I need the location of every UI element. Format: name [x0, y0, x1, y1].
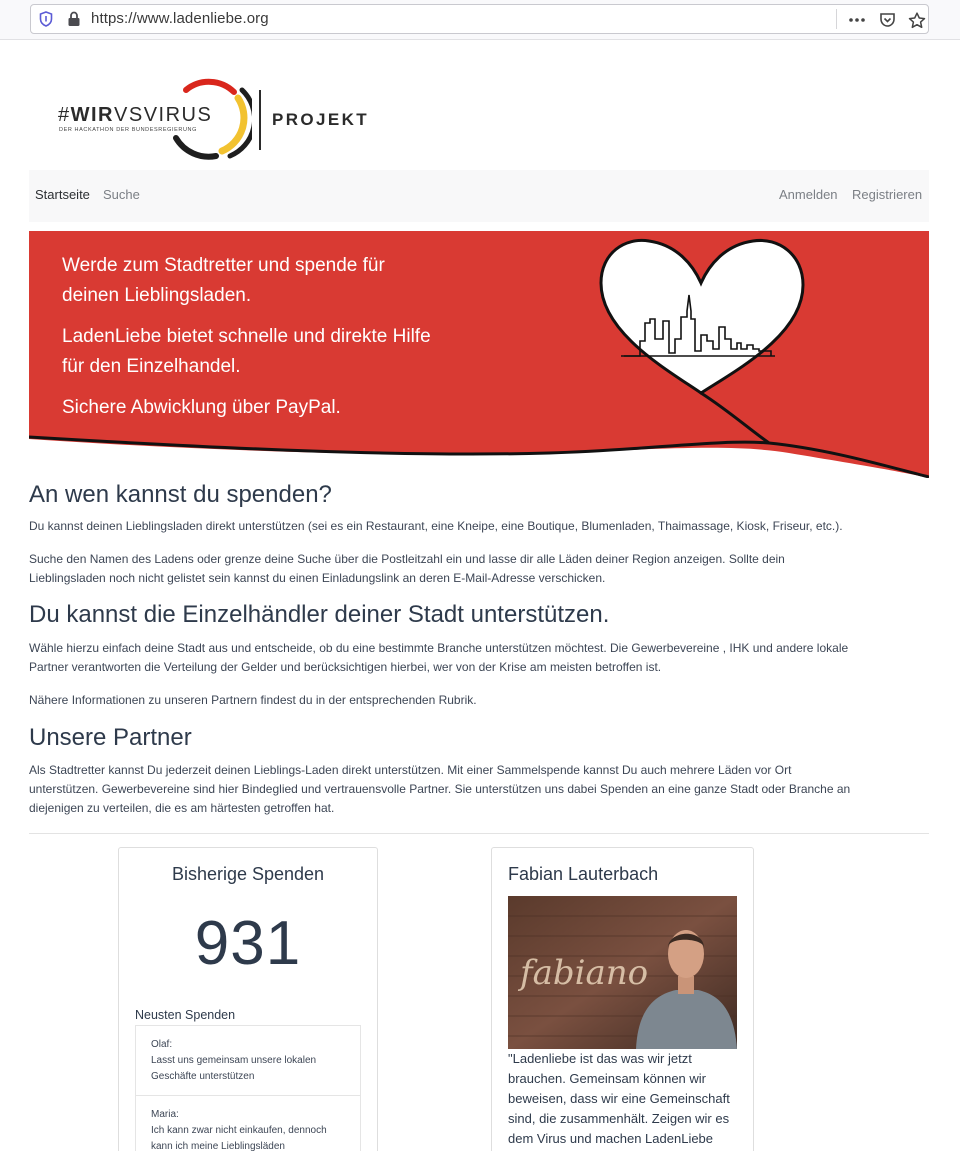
main-navbar	[29, 170, 929, 222]
section-retailers-text-2: Nähere Informationen zu unseren Partnern findest du in der entsprechenden Rubrik.	[29, 693, 477, 707]
testimonial-quote: "Ladenliebe ist das was wir jetzt brauchen. Gemeinsam können wir beweisen, dass wir eine Gemeinschaft sind, die zusammenhält. Zeigen wir es dem Virus und machen LadenLiebe	[508, 1051, 730, 1146]
logo-divider	[259, 90, 261, 150]
hero-text	[62, 251, 482, 434]
lock-icon[interactable]	[67, 11, 81, 27]
nav-search-link[interactable]: Suche	[103, 187, 140, 202]
nav-login-link[interactable]: Anmelden	[779, 187, 838, 202]
section-title-retailers: Du kannst die Einzelhändler deiner Stadt unterstützen.	[29, 601, 610, 628]
browser-toolbar	[0, 0, 960, 40]
section-retailers-text-1: Wähle hierzu einfach deine Stadt aus und entscheide, ob du eine bestimmte Branche unterstützen möchtest. Die Gewerbevereine , IHK und andere lokale Partner verantworten die Verteilung der Gelder und berücksichtigen hierbei, wer von der Krise am meisten betroffen ist.	[29, 641, 849, 674]
site-logo[interactable]	[58, 76, 378, 162]
logo-projekt-label: PROJEKT	[272, 110, 370, 129]
nav-register-link[interactable]: Registrieren	[852, 187, 923, 202]
hero-line-1: Werde zum Stadtretter und spende für deinen Lieblingsladen.	[62, 255, 385, 306]
photo-neon-sign: fabiano	[520, 953, 649, 993]
logo-ring-icon	[168, 76, 252, 160]
logo-subtitle: DER HACKATHON DER BUNDESREGIERUNG	[59, 127, 197, 133]
hero-banner	[29, 231, 929, 478]
logo-wordmark: #WIRVSVIRUS	[58, 104, 213, 126]
hero-line-3: Sichere Abwicklung über PayPal.	[62, 397, 341, 418]
section-donate-text-1: Du kannst deinen Lieblingsladen direkt unterstützen (sei es ein Restaurant, eine Kneipe, eine Boutique, Blumenladen, Thaimassage, Kiosk, Friseur, etc.).	[29, 519, 843, 533]
shield-icon[interactable]	[39, 11, 53, 27]
star-icon[interactable]	[907, 10, 927, 30]
section-donate-text-2: Suche den Namen des Ladens oder grenze deine Suche über die Postleitzahl ein und lasse dir alle Läden deiner Region anzeigen. Sollte dein Lieblingsladen noch nicht gelistet sein kannst du einen Einladungslink an deren E-Mail-Adresse verschicken.	[29, 552, 785, 585]
pocket-icon[interactable]	[877, 10, 897, 30]
hero-line-2: LadenLiebe bietet schnelle und direkte Hilfe für den Einzelhandel.	[62, 326, 431, 377]
address-bar-actions	[847, 9, 927, 31]
testimonial-name: Fabian Lauterbach	[508, 864, 659, 884]
donations-count: 931	[194, 909, 302, 978]
testimonial-photo	[508, 896, 737, 1049]
list-item: Olaf: Lasst uns gemeinsam unsere lokalen Geschäfte unterstützen	[136, 1026, 360, 1096]
address-bar[interactable]	[30, 4, 929, 34]
recent-donations-list	[135, 1025, 361, 1151]
list-item: Maria: Ich kann zwar nicht einkaufen, dennoch kann ich meine Lieblingsläden	[136, 1096, 360, 1151]
section-partners-text: Als Stadtretter kannst Du jederzeit deinen Lieblings-Laden direkt unterstützen. Mit einer Sammelspende kannst Du auch mehrere Läden vor Ort unterstützen. Gewerbevereine sind hier Bindeglied und vertrauensvolle Partner. Sie unterstützen uns dabei Spenden an eine ganze Stadt oder Branche an diejenigen zu verteilen, die es am härtesten getroffen hat.	[29, 763, 851, 815]
section-title-donate: An wen kannst du spenden?	[29, 481, 332, 508]
recent-donations-label: Neusten Spenden	[135, 1008, 236, 1022]
url-text[interactable]: https://www.ladenliebe.org	[91, 10, 269, 27]
address-bar-divider	[836, 9, 837, 29]
section-divider	[29, 833, 929, 834]
nav-home-link[interactable]: Startseite	[35, 187, 90, 202]
section-title-partners: Unsere Partner	[29, 724, 192, 751]
more-icon[interactable]	[847, 10, 867, 30]
donations-card-title: Bisherige Spenden	[171, 864, 325, 884]
